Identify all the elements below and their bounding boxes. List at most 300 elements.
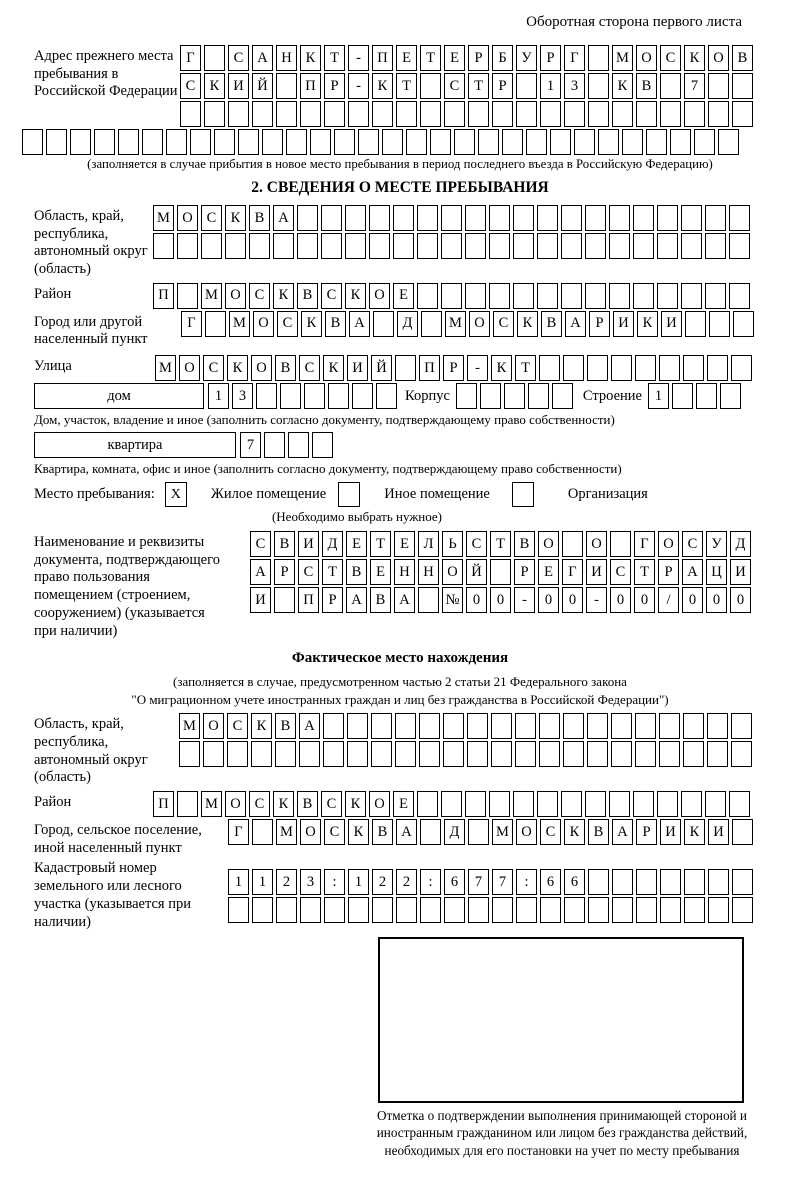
char-cell[interactable] bbox=[347, 713, 368, 739]
char-cell[interactable] bbox=[513, 791, 534, 817]
char-cell[interactable]: - bbox=[514, 587, 535, 613]
char-cell[interactable]: Т bbox=[468, 73, 489, 99]
char-cell[interactable]: Р bbox=[589, 311, 610, 337]
char-cell[interactable] bbox=[321, 233, 342, 259]
char-cell[interactable]: В bbox=[275, 713, 296, 739]
char-cell[interactable] bbox=[513, 283, 534, 309]
char-cell[interactable] bbox=[177, 791, 198, 817]
char-cell[interactable] bbox=[396, 101, 417, 127]
char-cell[interactable]: О bbox=[469, 311, 490, 337]
char-cell[interactable] bbox=[264, 432, 285, 458]
char-cell[interactable]: Д bbox=[397, 311, 418, 337]
char-cell[interactable]: Р bbox=[274, 559, 295, 585]
char-cell[interactable] bbox=[70, 129, 91, 155]
char-cell[interactable] bbox=[251, 741, 272, 767]
char-cell[interactable] bbox=[550, 129, 571, 155]
char-cell[interactable]: В bbox=[370, 587, 391, 613]
char-cell[interactable] bbox=[468, 101, 489, 127]
char-cell[interactable] bbox=[204, 101, 225, 127]
char-cell[interactable] bbox=[683, 713, 704, 739]
char-cell[interactable] bbox=[417, 791, 438, 817]
char-cell[interactable] bbox=[513, 205, 534, 231]
char-cell[interactable]: К bbox=[251, 713, 272, 739]
char-cell[interactable] bbox=[491, 741, 512, 767]
char-cell[interactable] bbox=[489, 205, 510, 231]
char-cell[interactable]: С bbox=[277, 311, 298, 337]
char-cell[interactable]: 3 bbox=[232, 383, 253, 409]
char-cell[interactable] bbox=[612, 869, 633, 895]
char-cell[interactable]: И bbox=[730, 559, 751, 585]
char-cell[interactable]: П bbox=[153, 791, 174, 817]
char-cell[interactable]: С bbox=[444, 73, 465, 99]
char-cell[interactable] bbox=[708, 897, 729, 923]
char-cell[interactable] bbox=[489, 283, 510, 309]
char-cell[interactable] bbox=[94, 129, 115, 155]
char-cell[interactable]: К bbox=[227, 355, 248, 381]
char-cell[interactable]: - bbox=[586, 587, 607, 613]
char-cell[interactable] bbox=[372, 101, 393, 127]
char-cell[interactable]: 7 bbox=[492, 869, 513, 895]
org-checkbox[interactable] bbox=[512, 482, 534, 507]
char-cell[interactable]: Е bbox=[396, 45, 417, 71]
char-cell[interactable] bbox=[612, 897, 633, 923]
char-cell[interactable] bbox=[420, 73, 441, 99]
char-cell[interactable]: М bbox=[229, 311, 250, 337]
char-cell[interactable] bbox=[681, 283, 702, 309]
char-cell[interactable]: С bbox=[298, 559, 319, 585]
char-cell[interactable] bbox=[299, 741, 320, 767]
char-cell[interactable] bbox=[369, 205, 390, 231]
char-cell[interactable] bbox=[574, 129, 595, 155]
char-cell[interactable]: П bbox=[372, 45, 393, 71]
char-cell[interactable] bbox=[376, 383, 397, 409]
char-cell[interactable] bbox=[633, 283, 654, 309]
char-cell[interactable] bbox=[371, 713, 392, 739]
char-cell[interactable] bbox=[190, 129, 211, 155]
char-cell[interactable] bbox=[657, 283, 678, 309]
char-cell[interactable] bbox=[262, 129, 283, 155]
char-cell[interactable] bbox=[732, 897, 753, 923]
char-cell[interactable] bbox=[256, 383, 277, 409]
char-cell[interactable]: С bbox=[321, 283, 342, 309]
char-cell[interactable] bbox=[660, 897, 681, 923]
char-cell[interactable]: У bbox=[516, 45, 537, 71]
char-cell[interactable] bbox=[441, 233, 462, 259]
char-cell[interactable] bbox=[417, 205, 438, 231]
char-cell[interactable] bbox=[732, 869, 753, 895]
char-cell[interactable]: Е bbox=[393, 791, 414, 817]
char-cell[interactable] bbox=[465, 205, 486, 231]
char-cell[interactable] bbox=[611, 355, 632, 381]
char-cell[interactable] bbox=[731, 355, 752, 381]
char-cell[interactable] bbox=[492, 101, 513, 127]
char-cell[interactable]: К bbox=[684, 45, 705, 71]
char-cell[interactable]: В bbox=[514, 531, 535, 557]
char-cell[interactable]: : bbox=[516, 869, 537, 895]
char-cell[interactable] bbox=[276, 897, 297, 923]
char-cell[interactable]: С bbox=[540, 819, 561, 845]
char-cell[interactable]: К bbox=[301, 311, 322, 337]
char-cell[interactable]: М bbox=[612, 45, 633, 71]
char-cell[interactable] bbox=[729, 205, 750, 231]
char-cell[interactable] bbox=[516, 73, 537, 99]
char-cell[interactable]: Е bbox=[370, 559, 391, 585]
char-cell[interactable] bbox=[598, 129, 619, 155]
char-cell[interactable] bbox=[225, 233, 246, 259]
char-cell[interactable]: 7 bbox=[468, 869, 489, 895]
char-cell[interactable] bbox=[179, 741, 200, 767]
char-cell[interactable] bbox=[561, 205, 582, 231]
char-cell[interactable]: В bbox=[325, 311, 346, 337]
char-cell[interactable] bbox=[489, 791, 510, 817]
char-cell[interactable] bbox=[660, 101, 681, 127]
char-cell[interactable] bbox=[729, 791, 750, 817]
char-cell[interactable] bbox=[635, 355, 656, 381]
char-cell[interactable] bbox=[348, 897, 369, 923]
char-cell[interactable] bbox=[537, 205, 558, 231]
char-cell[interactable]: Т bbox=[396, 73, 417, 99]
char-cell[interactable]: 2 bbox=[396, 869, 417, 895]
char-cell[interactable] bbox=[395, 355, 416, 381]
char-cell[interactable] bbox=[310, 129, 331, 155]
char-cell[interactable]: 1 bbox=[208, 383, 229, 409]
char-cell[interactable] bbox=[684, 101, 705, 127]
char-cell[interactable]: Р bbox=[540, 45, 561, 71]
char-cell[interactable] bbox=[708, 869, 729, 895]
char-cell[interactable] bbox=[443, 741, 464, 767]
char-cell[interactable]: М bbox=[179, 713, 200, 739]
char-cell[interactable] bbox=[635, 741, 656, 767]
char-cell[interactable] bbox=[694, 129, 715, 155]
char-cell[interactable]: Д bbox=[322, 531, 343, 557]
char-cell[interactable] bbox=[491, 713, 512, 739]
char-cell[interactable]: К bbox=[273, 283, 294, 309]
char-cell[interactable] bbox=[609, 205, 630, 231]
char-cell[interactable]: Е bbox=[538, 559, 559, 585]
char-cell[interactable]: К bbox=[345, 283, 366, 309]
char-cell[interactable]: П bbox=[419, 355, 440, 381]
char-cell[interactable] bbox=[443, 713, 464, 739]
char-cell[interactable] bbox=[681, 233, 702, 259]
char-cell[interactable]: № bbox=[442, 587, 463, 613]
char-cell[interactable]: Р bbox=[324, 73, 345, 99]
char-cell[interactable]: К bbox=[564, 819, 585, 845]
char-cell[interactable]: - bbox=[348, 73, 369, 99]
char-cell[interactable]: И bbox=[250, 587, 271, 613]
char-cell[interactable] bbox=[672, 383, 693, 409]
char-cell[interactable]: К bbox=[225, 205, 246, 231]
char-cell[interactable]: - bbox=[348, 45, 369, 71]
char-cell[interactable] bbox=[275, 741, 296, 767]
char-cell[interactable]: Т bbox=[322, 559, 343, 585]
char-cell[interactable]: К bbox=[204, 73, 225, 99]
char-cell[interactable] bbox=[468, 897, 489, 923]
char-cell[interactable] bbox=[382, 129, 403, 155]
char-cell[interactable]: С bbox=[180, 73, 201, 99]
char-cell[interactable]: 0 bbox=[562, 587, 583, 613]
char-cell[interactable]: 7 bbox=[684, 73, 705, 99]
char-cell[interactable]: Н bbox=[276, 45, 297, 71]
char-cell[interactable] bbox=[276, 101, 297, 127]
char-cell[interactable]: М bbox=[492, 819, 513, 845]
char-cell[interactable]: М bbox=[201, 283, 222, 309]
char-cell[interactable] bbox=[657, 233, 678, 259]
char-cell[interactable] bbox=[705, 233, 726, 259]
char-cell[interactable] bbox=[321, 205, 342, 231]
char-cell[interactable] bbox=[622, 129, 643, 155]
char-cell[interactable]: А bbox=[252, 45, 273, 71]
char-cell[interactable]: К bbox=[517, 311, 538, 337]
char-cell[interactable]: : bbox=[324, 869, 345, 895]
char-cell[interactable]: Р bbox=[636, 819, 657, 845]
char-cell[interactable]: Е bbox=[346, 531, 367, 557]
char-cell[interactable]: Т bbox=[420, 45, 441, 71]
char-cell[interactable]: Т bbox=[515, 355, 536, 381]
inoe-checkbox[interactable] bbox=[338, 482, 360, 507]
char-cell[interactable]: У bbox=[706, 531, 727, 557]
char-cell[interactable]: А bbox=[273, 205, 294, 231]
char-cell[interactable] bbox=[657, 205, 678, 231]
char-cell[interactable]: О bbox=[708, 45, 729, 71]
char-cell[interactable]: К bbox=[372, 73, 393, 99]
char-cell[interactable] bbox=[273, 233, 294, 259]
char-cell[interactable] bbox=[395, 713, 416, 739]
char-cell[interactable]: Е bbox=[394, 531, 415, 557]
char-cell[interactable] bbox=[561, 791, 582, 817]
char-cell[interactable] bbox=[420, 897, 441, 923]
char-cell[interactable]: 1 bbox=[228, 869, 249, 895]
char-cell[interactable] bbox=[562, 531, 583, 557]
char-cell[interactable] bbox=[537, 233, 558, 259]
char-cell[interactable]: О bbox=[251, 355, 272, 381]
char-cell[interactable] bbox=[352, 383, 373, 409]
char-cell[interactable]: О bbox=[442, 559, 463, 585]
char-cell[interactable]: О bbox=[538, 531, 559, 557]
char-cell[interactable]: П bbox=[298, 587, 319, 613]
char-cell[interactable] bbox=[681, 205, 702, 231]
char-cell[interactable] bbox=[539, 741, 560, 767]
char-cell[interactable] bbox=[22, 129, 43, 155]
char-cell[interactable] bbox=[563, 355, 584, 381]
char-cell[interactable]: 6 bbox=[540, 869, 561, 895]
char-cell[interactable]: 0 bbox=[538, 587, 559, 613]
char-cell[interactable]: М bbox=[201, 791, 222, 817]
char-cell[interactable] bbox=[585, 791, 606, 817]
char-cell[interactable] bbox=[444, 897, 465, 923]
char-cell[interactable] bbox=[659, 355, 680, 381]
char-cell[interactable] bbox=[537, 283, 558, 309]
char-cell[interactable]: И bbox=[228, 73, 249, 99]
char-cell[interactable]: М bbox=[276, 819, 297, 845]
char-cell[interactable] bbox=[203, 741, 224, 767]
char-cell[interactable]: Н bbox=[394, 559, 415, 585]
char-cell[interactable] bbox=[324, 101, 345, 127]
char-cell[interactable]: В bbox=[249, 205, 270, 231]
char-cell[interactable]: С bbox=[227, 713, 248, 739]
char-cell[interactable]: В bbox=[275, 355, 296, 381]
char-cell[interactable] bbox=[465, 791, 486, 817]
char-cell[interactable] bbox=[312, 432, 333, 458]
char-cell[interactable] bbox=[563, 741, 584, 767]
char-cell[interactable]: К bbox=[491, 355, 512, 381]
char-cell[interactable] bbox=[489, 233, 510, 259]
char-cell[interactable]: Й bbox=[371, 355, 392, 381]
char-cell[interactable] bbox=[252, 819, 273, 845]
char-cell[interactable] bbox=[334, 129, 355, 155]
char-cell[interactable] bbox=[731, 713, 752, 739]
char-cell[interactable]: Д bbox=[730, 531, 751, 557]
char-cell[interactable]: О bbox=[586, 531, 607, 557]
char-cell[interactable]: Г bbox=[181, 311, 202, 337]
char-cell[interactable] bbox=[180, 101, 201, 127]
char-cell[interactable] bbox=[252, 101, 273, 127]
char-cell[interactable] bbox=[681, 791, 702, 817]
char-cell[interactable]: И bbox=[613, 311, 634, 337]
char-cell[interactable] bbox=[227, 741, 248, 767]
char-cell[interactable] bbox=[420, 101, 441, 127]
char-cell[interactable] bbox=[204, 45, 225, 71]
char-cell[interactable] bbox=[419, 713, 440, 739]
char-cell[interactable]: 0 bbox=[730, 587, 751, 613]
char-cell[interactable]: С bbox=[203, 355, 224, 381]
char-cell[interactable]: 3 bbox=[300, 869, 321, 895]
char-cell[interactable]: Р bbox=[492, 73, 513, 99]
char-cell[interactable] bbox=[526, 129, 547, 155]
char-cell[interactable] bbox=[588, 869, 609, 895]
char-cell[interactable]: В bbox=[732, 45, 753, 71]
char-cell[interactable] bbox=[228, 101, 249, 127]
char-cell[interactable]: Р bbox=[468, 45, 489, 71]
char-cell[interactable]: 1 bbox=[348, 869, 369, 895]
char-cell[interactable] bbox=[732, 101, 753, 127]
char-cell[interactable]: А bbox=[250, 559, 271, 585]
char-cell[interactable] bbox=[539, 713, 560, 739]
char-cell[interactable]: 1 bbox=[648, 383, 669, 409]
char-cell[interactable] bbox=[636, 897, 657, 923]
char-cell[interactable] bbox=[588, 45, 609, 71]
char-cell[interactable] bbox=[142, 129, 163, 155]
char-cell[interactable]: С bbox=[228, 45, 249, 71]
char-cell[interactable]: В bbox=[297, 283, 318, 309]
char-cell[interactable]: Д bbox=[444, 819, 465, 845]
char-cell[interactable] bbox=[708, 73, 729, 99]
char-cell[interactable] bbox=[345, 205, 366, 231]
char-cell[interactable] bbox=[297, 233, 318, 259]
char-cell[interactable] bbox=[153, 233, 174, 259]
char-cell[interactable] bbox=[421, 311, 442, 337]
char-cell[interactable] bbox=[441, 205, 462, 231]
char-cell[interactable] bbox=[611, 713, 632, 739]
char-cell[interactable] bbox=[238, 129, 259, 155]
char-cell[interactable] bbox=[480, 383, 501, 409]
char-cell[interactable] bbox=[468, 819, 489, 845]
char-cell[interactable]: Т bbox=[324, 45, 345, 71]
char-cell[interactable]: В bbox=[636, 73, 657, 99]
char-cell[interactable] bbox=[286, 129, 307, 155]
char-cell[interactable] bbox=[707, 713, 728, 739]
char-cell[interactable]: П bbox=[153, 283, 174, 309]
char-cell[interactable]: С bbox=[201, 205, 222, 231]
char-cell[interactable]: Т bbox=[634, 559, 655, 585]
char-cell[interactable]: Г bbox=[634, 531, 655, 557]
char-cell[interactable]: И bbox=[661, 311, 682, 337]
char-cell[interactable]: 0 bbox=[466, 587, 487, 613]
char-cell[interactable] bbox=[587, 355, 608, 381]
char-cell[interactable]: О bbox=[225, 791, 246, 817]
char-cell[interactable] bbox=[214, 129, 235, 155]
char-cell[interactable]: О bbox=[636, 45, 657, 71]
char-cell[interactable]: А bbox=[682, 559, 703, 585]
char-cell[interactable] bbox=[633, 791, 654, 817]
char-cell[interactable]: 3 bbox=[564, 73, 585, 99]
char-cell[interactable]: С bbox=[610, 559, 631, 585]
char-cell[interactable]: К bbox=[273, 791, 294, 817]
char-cell[interactable] bbox=[467, 741, 488, 767]
char-cell[interactable] bbox=[177, 233, 198, 259]
char-cell[interactable] bbox=[430, 129, 451, 155]
char-cell[interactable]: Й bbox=[466, 559, 487, 585]
char-cell[interactable] bbox=[323, 713, 344, 739]
char-cell[interactable] bbox=[297, 205, 318, 231]
char-cell[interactable] bbox=[708, 101, 729, 127]
char-cell[interactable]: А bbox=[396, 819, 417, 845]
char-cell[interactable] bbox=[705, 791, 726, 817]
char-cell[interactable]: И bbox=[708, 819, 729, 845]
char-cell[interactable] bbox=[515, 741, 536, 767]
char-cell[interactable] bbox=[609, 791, 630, 817]
char-cell[interactable] bbox=[369, 233, 390, 259]
char-cell[interactable]: К bbox=[323, 355, 344, 381]
char-cell[interactable] bbox=[585, 205, 606, 231]
char-cell[interactable]: 6 bbox=[564, 869, 585, 895]
char-cell[interactable] bbox=[467, 713, 488, 739]
char-cell[interactable] bbox=[345, 233, 366, 259]
char-cell[interactable]: А bbox=[299, 713, 320, 739]
char-cell[interactable] bbox=[347, 741, 368, 767]
char-cell[interactable] bbox=[539, 355, 560, 381]
char-cell[interactable] bbox=[705, 283, 726, 309]
char-cell[interactable]: Ь bbox=[442, 531, 463, 557]
char-cell[interactable] bbox=[729, 283, 750, 309]
char-cell[interactable] bbox=[177, 283, 198, 309]
char-cell[interactable]: К bbox=[348, 819, 369, 845]
char-cell[interactable]: О bbox=[177, 205, 198, 231]
char-cell[interactable]: О bbox=[369, 791, 390, 817]
char-cell[interactable] bbox=[564, 101, 585, 127]
char-cell[interactable]: Т bbox=[490, 531, 511, 557]
char-cell[interactable]: А bbox=[346, 587, 367, 613]
char-cell[interactable]: С bbox=[466, 531, 487, 557]
char-cell[interactable]: Л bbox=[418, 531, 439, 557]
char-cell[interactable] bbox=[718, 129, 739, 155]
char-cell[interactable]: О bbox=[225, 283, 246, 309]
char-cell[interactable] bbox=[563, 713, 584, 739]
char-cell[interactable]: С bbox=[682, 531, 703, 557]
char-cell[interactable]: С bbox=[321, 791, 342, 817]
char-cell[interactable] bbox=[659, 741, 680, 767]
char-cell[interactable] bbox=[274, 587, 295, 613]
char-cell[interactable] bbox=[502, 129, 523, 155]
char-cell[interactable] bbox=[633, 205, 654, 231]
char-cell[interactable]: И bbox=[586, 559, 607, 585]
char-cell[interactable] bbox=[371, 741, 392, 767]
char-cell[interactable]: М bbox=[153, 205, 174, 231]
char-cell[interactable] bbox=[249, 233, 270, 259]
char-cell[interactable]: О bbox=[253, 311, 274, 337]
char-cell[interactable] bbox=[205, 311, 226, 337]
char-cell[interactable]: К bbox=[345, 791, 366, 817]
char-cell[interactable] bbox=[348, 101, 369, 127]
